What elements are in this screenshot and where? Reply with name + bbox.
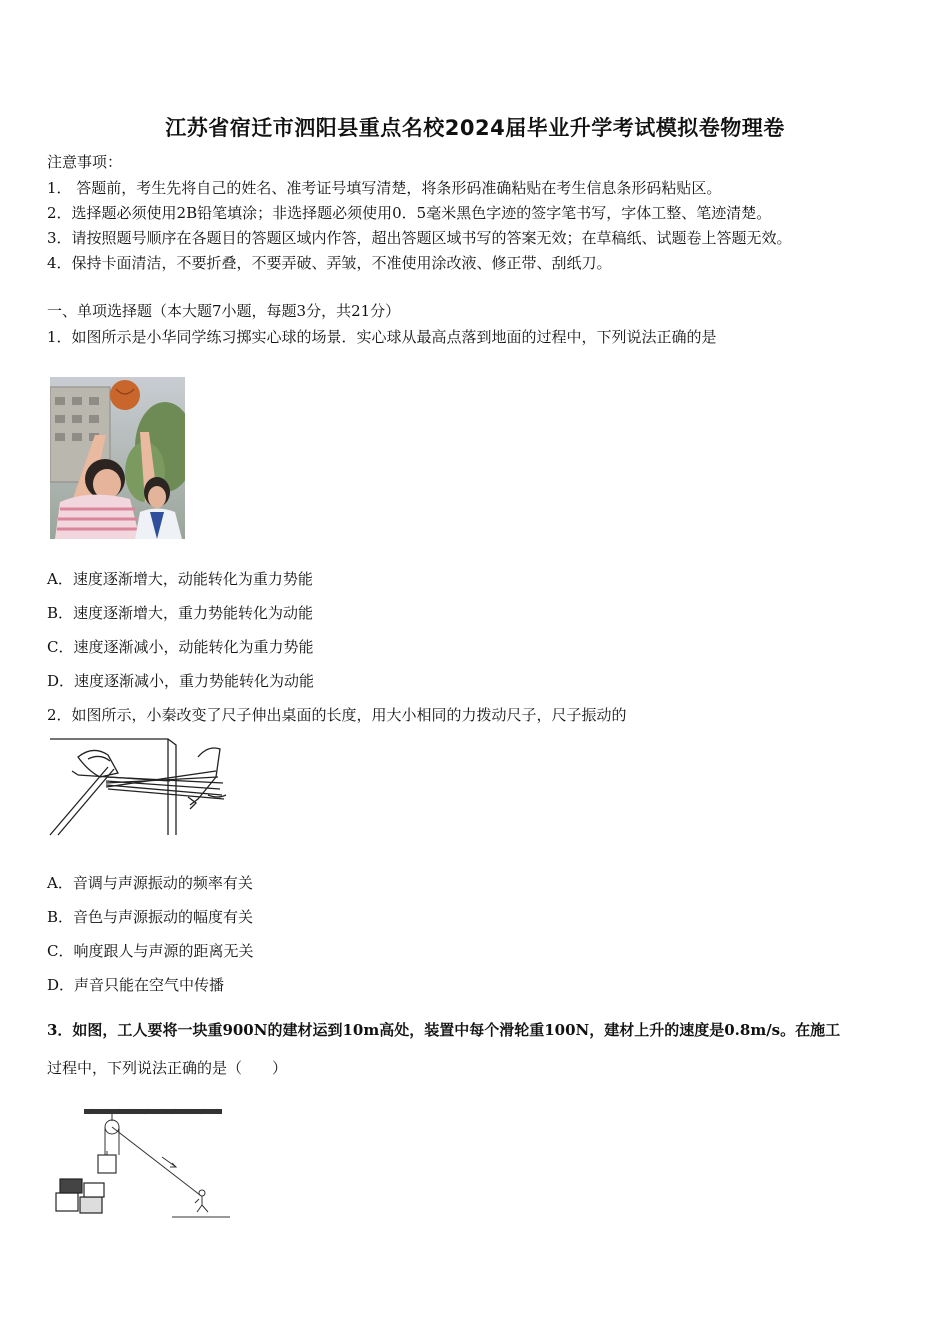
notice-item-2: 2．选择题必须使用2B铅笔填涂；非选择题必须使用0．5毫米黑色字迹的签字笔书写，字体工整、笔迹清楚。	[47, 204, 772, 222]
notice-item-1: 1． 答题前，考生先将自己的姓名、准考证号填写清楚，将条形码准确粘贴在考生信息条形码粘贴区。	[47, 179, 722, 197]
q2-option-a: A．音调与声源振动的频率有关	[47, 874, 253, 892]
ball-throw-photo	[50, 377, 185, 539]
section-heading: 一、单项选择题（本大题7小题，每题3分，共21分）	[47, 302, 401, 320]
q3-stem-line-1: 3．如图，工人要将一块重900N的建材运到10m高处，装置中每个滑轮重100N，建材上升的速度是0.8m/s。在施工	[47, 1021, 841, 1039]
notice-item-3: 3．请按照题号顺序在各题目的答题区域内作答，超出答题区域书写的答案无效；在草稿纸、试题卷上答题无效。	[47, 229, 792, 247]
q3-stem-line-2: 过程中，下列说法正确的是（ ）	[47, 1059, 288, 1077]
q2-option-b: B．音色与声源振动的幅度有关	[47, 908, 254, 926]
q2-option-c: C．响度跟人与声源的距离无关	[47, 942, 254, 960]
notice-heading: 注意事项：	[47, 153, 123, 171]
ruler-vibration-figure	[48, 737, 230, 837]
q1-stem: 1．如图所示是小华同学练习掷实心球的场景．实心球从最高点落到地面的过程中，下列说法正确的是	[47, 328, 717, 346]
q1-option-b: B．速度逐渐增大，重力势能转化为动能	[47, 604, 314, 622]
q1-option-d: D．速度逐渐减小，重力势能转化为动能	[47, 672, 315, 690]
page-title: 江苏省宿迁市泗阳县重点名校2024届毕业升学考试模拟卷物理卷	[165, 116, 785, 140]
q2-stem: 2．如图所示，小秦改变了尺子伸出桌面的长度，用大小相同的力拨动尺子，尺子振动的	[47, 706, 627, 724]
notice-item-4: 4．保持卡面清洁，不要折叠，不要弄破、弄皱，不准使用涂改液、修正带、刮纸刀。	[47, 254, 612, 272]
q2-option-d: D．声音只能在空气中传播	[47, 976, 225, 994]
pulley-figure	[52, 1105, 232, 1225]
q1-option-a: A．速度逐渐增大，动能转化为重力势能	[47, 570, 313, 588]
q1-option-c: C．速度逐渐减小，动能转化为重力势能	[47, 638, 314, 656]
